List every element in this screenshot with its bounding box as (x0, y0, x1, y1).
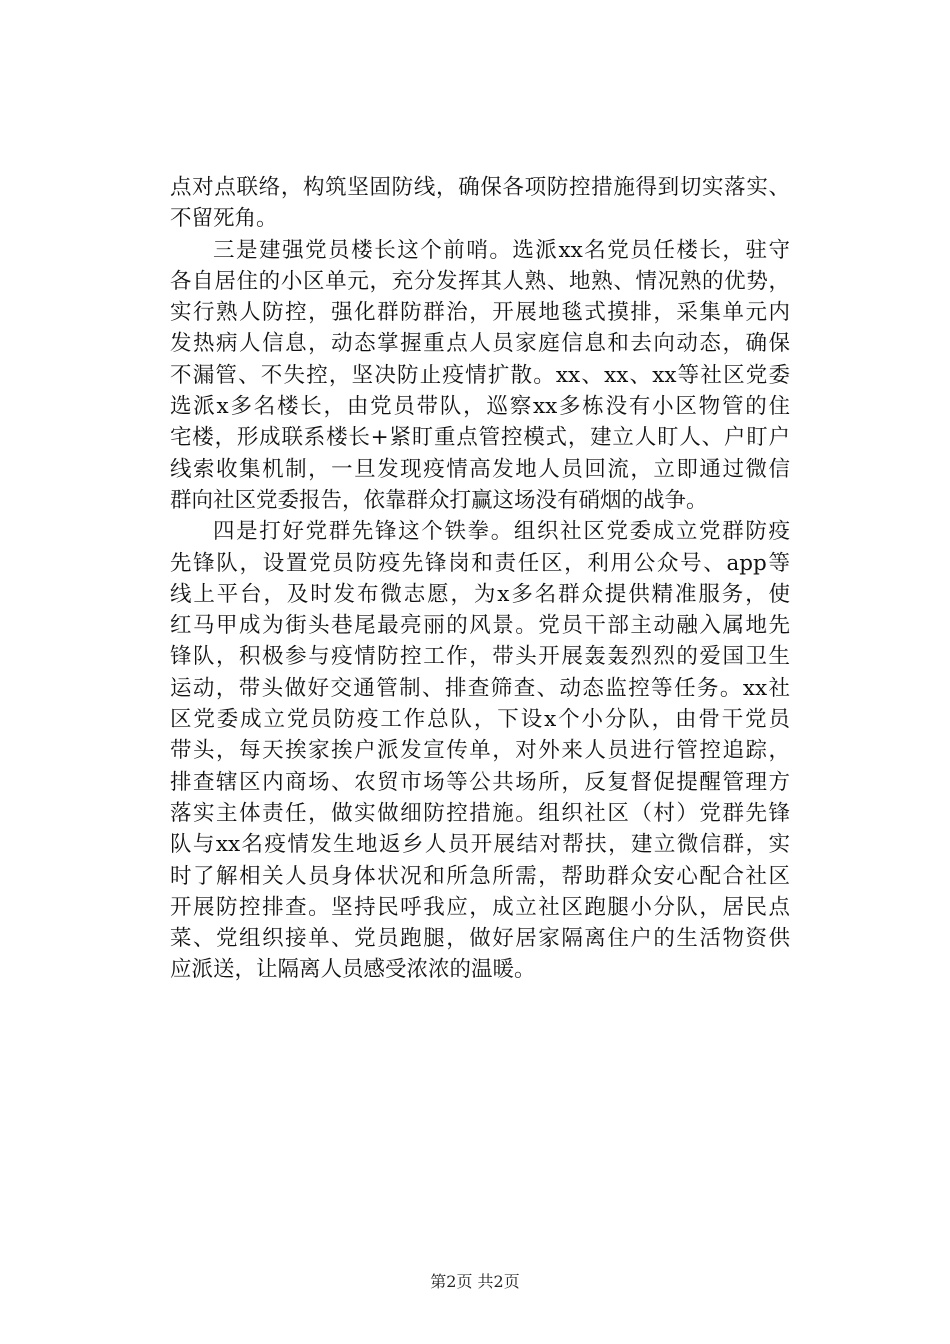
text-line: 菜、党组织接单、党员跑腿，做好居家隔离住户的生活物资供 (170, 926, 790, 952)
text-line: 带头，每天挨家挨户派发宣传单，对外来人员进行管控追踪， (170, 738, 790, 764)
page-footer: 第2页 共2页 (430, 1272, 520, 1291)
text-line: 宅楼，形成联系楼长+紧盯重点管控模式，建立人盯人、户盯户 (170, 425, 790, 451)
text-line: 落实主体责任，做实做细防控措施。组织社区（村）党群先锋 (170, 800, 790, 826)
text-line: 锋队，积极参与疫情防控工作，带头开展轰轰烈烈的爱国卫生 (170, 644, 790, 670)
text-line: 各自居住的小区单元，充分发挥其人熟、地熟、情况熟的优势， (170, 268, 790, 294)
text-line: 时了解相关人员身体状况和所急所需，帮助群众安心配合社区 (170, 863, 790, 889)
text-line: 红马甲成为街头巷尾最亮丽的风景。党员干部主动融入属地先 (170, 613, 790, 639)
text-line: 开展防控排查。坚持民呼我应，成立社区跑腿小分队，居民点 (170, 894, 790, 920)
document-body (170, 172, 790, 986)
text-line: 三是建强党员楼长这个前哨。选派xx名党员任楼长，驻守 (213, 237, 790, 263)
text-line: 发热病人信息，动态掌握重点人员家庭信息和去向动态，确保 (170, 331, 790, 357)
text-line: 区党委成立党员防疫工作总队，下设x个小分队，由骨干党员 (170, 707, 790, 733)
text-line: 先锋队，设置党员防疫先锋岗和责任区，利用公众号、app等 (170, 550, 790, 576)
text-line: 线上平台，及时发布微志愿，为x多名群众提供精准服务，使 (170, 581, 790, 607)
text-line: 群向社区党委报告，依靠群众打赢这场没有硝烟的战争。 (170, 487, 708, 513)
text-line: 队与xx名疫情发生地返乡人员开展结对帮扶，建立微信群，实 (170, 832, 790, 858)
text-line: 不漏管、不失控，坚决防止疫情扩散。xx、xx、xx等社区党委 (170, 362, 790, 388)
text-line: 不留死角。 (170, 206, 278, 232)
text-line: 选派x多名楼长，由党员带队，巡察xx多栋没有小区物管的住 (170, 394, 790, 420)
text-line: 点对点联络，构筑坚固防线，确保各项防控措施得到切实落实、 (170, 175, 790, 200)
text-line: 实行熟人防控，强化群防群治，开展地毯式摸排，采集单元内 (170, 300, 790, 326)
text-line: 排查辖区内商场、农贸市场等公共场所，反复督促提醒管理方 (170, 769, 790, 795)
text-line: 应派送，让隔离人员感受浓浓的温暖。 (170, 957, 536, 983)
text-line: 运动，带头做好交通管制、排查筛查、动态监控等任务。xx社 (170, 675, 790, 701)
text-line: 线索收集机制，一旦发现疫情高发地人员回流，立即通过微信 (170, 456, 790, 482)
text-line: 四是打好党群先锋这个铁拳。组织社区党委成立党群防疫 (213, 519, 790, 545)
